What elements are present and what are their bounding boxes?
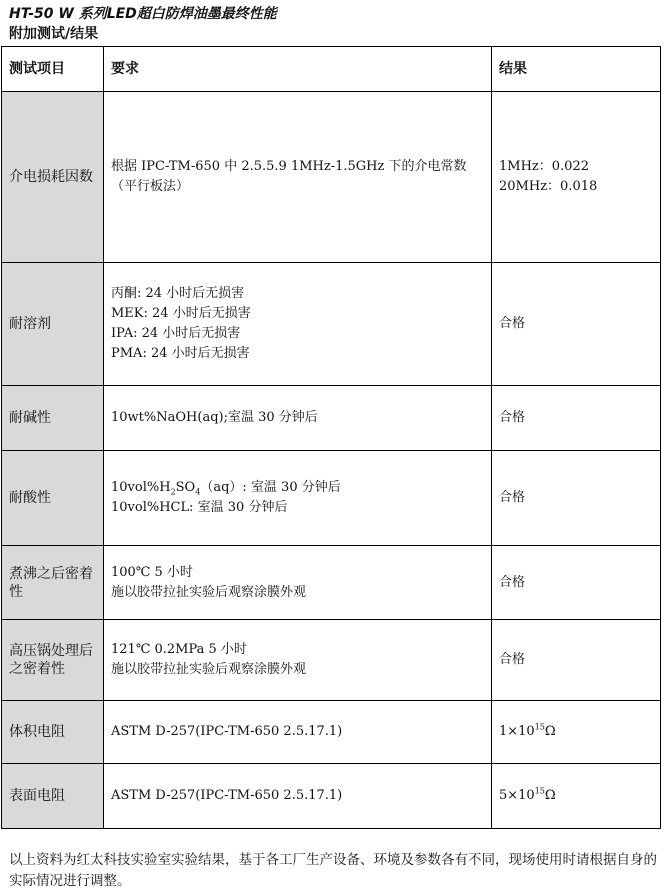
requirement-cell <box>104 451 492 546</box>
table-row <box>2 546 661 620</box>
table-row <box>2 92 661 263</box>
result-cell <box>492 701 661 764</box>
result-text: 20MHz：0.018 <box>499 179 598 194</box>
subscript-text: 4 <box>195 487 201 497</box>
header-test-item: 测试项目 <box>2 47 104 92</box>
requirement-cell <box>104 386 492 451</box>
result-text: 合格 <box>499 652 526 667</box>
test-item-cell: 表面电阻 <box>2 764 104 829</box>
table-row <box>2 701 661 764</box>
table-row <box>2 263 661 386</box>
document-subtitle: 附加测试/结果 <box>9 26 99 42</box>
document-title: HT-50 W 系列LED超白防焊油墨最终性能 <box>9 6 277 22</box>
formula-text: 10vol%H <box>111 480 171 495</box>
result-exponent: 15 <box>534 786 545 796</box>
requirement-text: MEK: 24 小时后无损害 <box>111 306 251 321</box>
table-row <box>2 451 661 546</box>
result-cell <box>492 764 661 829</box>
result-text: 合格 <box>499 490 526 505</box>
table-header-row <box>2 47 661 92</box>
requirement-text: 丙酮: 24 小时后无损害 <box>111 286 245 301</box>
test-item-cell: 介电损耗因数 <box>2 92 104 263</box>
requirement-cell <box>104 620 492 701</box>
test-item-cell: 耐碱性 <box>2 386 104 451</box>
performance-table <box>1 46 661 829</box>
requirement-text: 121℃ 0.2MPa 5 小时 <box>111 642 247 657</box>
test-item-cell: 煮沸之后密着性 <box>2 546 104 620</box>
result-text: 合格 <box>499 410 526 425</box>
result-cell <box>492 92 661 263</box>
test-item-cell: 高压锅处理后之密着性 <box>2 620 104 701</box>
test-item-cell: 耐酸性 <box>2 451 104 546</box>
footer-note: 以上资料为红太科技实验室实验结果，基于各工厂生产设备、环境及参数各有不同，现场使用时请根据自身的实际情况进行调整。 <box>9 852 657 889</box>
test-item-cell: 体积电阻 <box>2 701 104 764</box>
ohm-unit: Ω <box>544 788 556 803</box>
header-requirement: 要求 <box>104 47 492 92</box>
requirement-text: ASTM D-257(IPC-TM-650 2.5.17.1) <box>111 724 343 739</box>
result-base: 5×10 <box>499 788 535 803</box>
requirement-cell <box>104 764 492 829</box>
subscript-text: 2 <box>170 487 176 497</box>
requirement-text: IPA: 24 小时后无损害 <box>111 326 241 341</box>
result-exponent: 15 <box>534 722 545 732</box>
table-row <box>2 386 661 451</box>
table-row <box>2 764 661 829</box>
result-cell <box>492 620 661 701</box>
requirement-cell <box>104 263 492 386</box>
result-cell <box>492 386 661 451</box>
result-cell <box>492 263 661 386</box>
requirement-text: 10wt%NaOH(aq);室温 30 分钟后 <box>111 410 318 425</box>
requirement-text <box>111 478 484 498</box>
result-text: 合格 <box>499 574 526 590</box>
result-text <box>499 786 653 806</box>
result-text <box>499 722 653 742</box>
requirement-text: 10vol%HCL: 室温 30 分钟后 <box>111 500 288 515</box>
result-cell <box>492 451 661 546</box>
requirement-cell <box>104 546 492 620</box>
header-result: 结果 <box>492 47 661 92</box>
requirement-text: ASTM D-257(IPC-TM-650 2.5.17.1) <box>111 788 343 803</box>
result-base: 1×10 <box>499 724 535 739</box>
table-row <box>2 620 661 701</box>
requirement-cell <box>104 92 492 263</box>
formula-text: SO <box>175 480 196 495</box>
requirement-cell <box>104 701 492 764</box>
test-item-cell: 耐溶剂 <box>2 263 104 386</box>
result-cell <box>492 546 661 620</box>
requirement-text: 100℃ 5 小时 <box>111 564 193 580</box>
ohm-unit: Ω <box>544 724 556 739</box>
requirement-text: 施以胶带拉扯实验后观察涂膜外观 <box>111 584 307 600</box>
requirement-text: 根据 IPC-TM-650 中 2.5.5.9 1MHz-1.5GHz 下的介电常数（平行板法） <box>111 159 467 194</box>
requirement-text: 施以胶带拉扯实验后观察涂膜外观 <box>111 662 307 677</box>
result-text: 合格 <box>499 316 526 331</box>
requirement-text: PMA: 24 小时后无损害 <box>111 346 250 361</box>
result-text: 1MHz：0.022 <box>499 159 589 174</box>
formula-text: （aq）: 室温 30 分钟后 <box>200 480 341 495</box>
